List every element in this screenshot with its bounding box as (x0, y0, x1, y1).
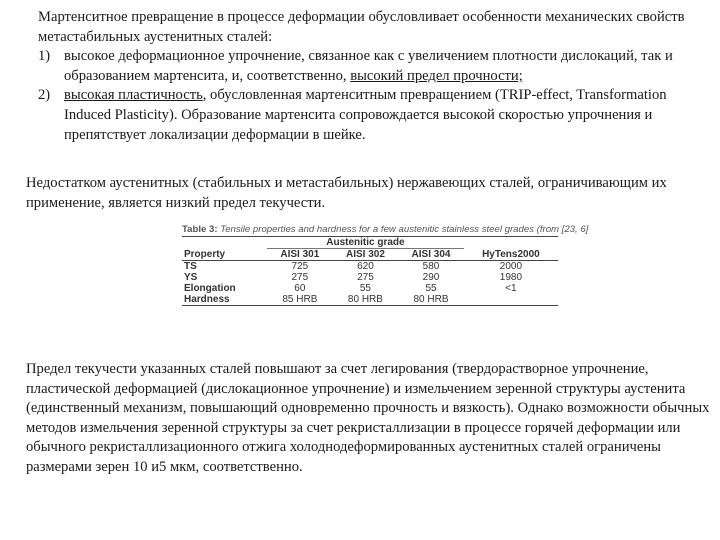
table-cell: 580 (422, 261, 440, 272)
table-empty-cell (464, 237, 558, 249)
column-header: Property (182, 249, 267, 261)
table-row (182, 294, 558, 306)
row-label: Elongation (184, 283, 236, 294)
table-cell: 620 (357, 261, 374, 272)
list-text-tail: , обусловленная мартенситным превращением (TRIP-effect, Transformation Induced Plasticity). Образование мартенсита сопровождается высокой скоростью упрочнения и препятствует локализации деформации в шейке. (64, 87, 667, 143)
row-label: YS (184, 272, 198, 283)
table-header-row (182, 249, 558, 261)
table-cell: 60 (294, 283, 306, 294)
table-cell: 290 (422, 272, 440, 283)
list-text: высокое деформационное упрочнение, связанное как с увеличением плотности дислокаций, так и образованием мартенсита, и, соответственно, (64, 48, 673, 84)
list-number: 2) (38, 87, 51, 104)
table-cell (464, 294, 558, 306)
paragraph-yield-strength: Недостатком аустенитных (стабильных и метастабильных) нержавеющих сталей, ограничивающим их применение, является низкий предел текучести. (26, 175, 667, 211)
table-cell: 725 (291, 261, 309, 272)
table-caption-label: Table 3: (182, 224, 218, 235)
table-cell: 2000 (499, 261, 523, 272)
table-cell: 1980 (499, 272, 523, 283)
column-header: HyTens2000 (464, 249, 558, 261)
underlined-phrase: высокий предел прочности; (350, 67, 523, 84)
table-empty-corner (182, 237, 267, 249)
column-header: AISI 301 (267, 249, 333, 261)
table-caption-text: Tensile properties and hardness for a few austenitic stainless steel grades (from [23, 6] (220, 224, 589, 235)
table-cell: 275 (291, 272, 309, 283)
table-cell: 55 (425, 283, 437, 294)
table-cell: 80 HRB (333, 294, 399, 306)
table-caption (182, 224, 589, 235)
table-row (182, 261, 558, 273)
paragraph-grain-refinement: Предел текучести указанных сталей повышают за счет легирования (твердорастворное упрочнение, пластической деформацией (дислокационное упрочнение) и измельчением зеренной структуры аустенита (единственный механизм, повышающий одновременно прочность и вязкость). Однако возможности обычных методов измельчения зеренной структуры за счет рекристаллизации в процессе горячей деформации или обычного рекристаллизационного отжига холоднодеформированных аустенитных сталей ограничены размерами зерен 10 и5 мкм, соответственно. (26, 361, 710, 475)
list-item-1 (38, 47, 710, 86)
intro-lead: Мартенситное превращение в процессе деформации обусловливает особенности механических свойств метастабильных аустенитных сталей: (38, 9, 685, 45)
table-cell: 85 HRB (267, 294, 333, 306)
table-figure (182, 224, 589, 328)
underlined-phrase: высокая пластичность (64, 87, 203, 104)
table-cell: 275 (357, 272, 374, 283)
table-row (182, 283, 558, 294)
group-header: Austenitic grade (267, 237, 464, 249)
list-item-2 (38, 86, 710, 145)
column-header: AISI 304 (398, 249, 464, 261)
column-header: AISI 302 (333, 249, 399, 261)
table-row (182, 272, 558, 283)
table-cell: 55 (359, 283, 371, 294)
properties-table (182, 236, 558, 306)
table-cell: 80 HRB (398, 294, 464, 306)
table-group-header-row (182, 237, 558, 249)
row-label: TS (184, 261, 197, 272)
intro-section (38, 8, 710, 145)
row-label: Hardness (182, 294, 267, 306)
list-number: 1) (38, 48, 51, 65)
table-cell: <1 (505, 283, 517, 294)
